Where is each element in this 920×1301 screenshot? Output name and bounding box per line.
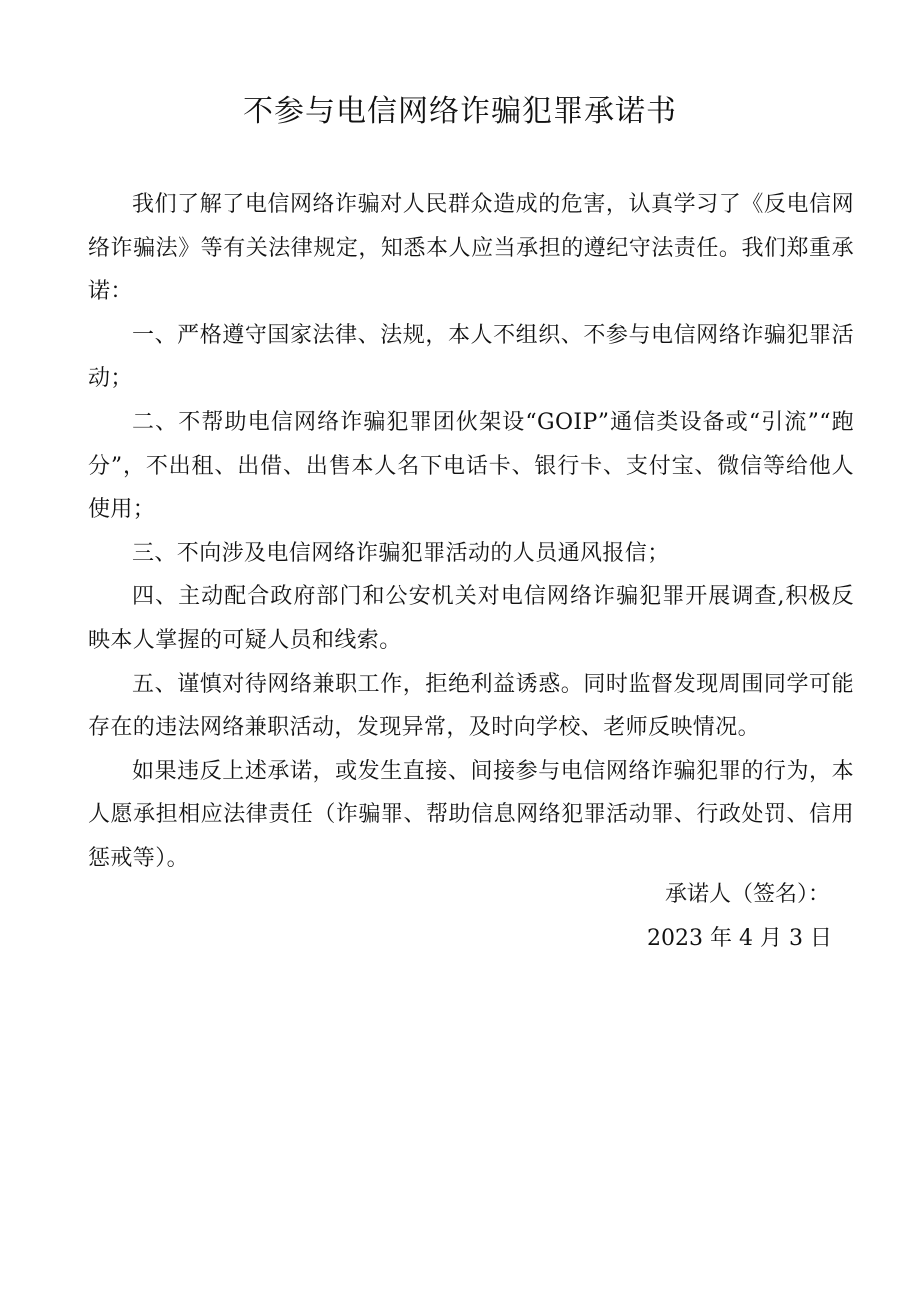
commitment-item-5: 五、谨慎对待网络兼职工作，拒绝利益诱惑。同时监督发现周围同学可能存在的违法网络兼职活动，发现异常，及时向学校、老师反映情况。 (88, 671, 854, 741)
intro-paragraph: 我们了解了电信网络诈骗对人民群众造成的危害，认真学习了《反电信网络诈骗法》等有关法律规定，知悉本人应当承担的遵纪守法责任。我们郑重承诺： (88, 192, 854, 305)
document-date: 2023 年 4 月 3 日 (647, 926, 832, 951)
document-title: 不参与电信网络诈骗犯罪承诺书 (243, 94, 677, 129)
signature-label: 承诺人（签名）： (664, 882, 830, 907)
document-body (88, 183, 854, 881)
liability-paragraph: 如果违反上述承诺，或发生直接、间接参与电信网络诈骗犯罪的行为，本人愿承担相应法律责任（诈骗罪、帮助信息网络犯罪活动罪、行政处罚、信用惩戒等）。 (88, 758, 854, 871)
commitment-item-3: 三、不向涉及电信网络诈骗犯罪活动的人员通风报信； (132, 540, 670, 566)
commitment-item-4: 四、主动配合政府部门和公安机关对电信网络诈骗犯罪开展调查,积极反映本人掌握的可疑人员和线索。 (88, 584, 854, 653)
commitment-item-1: 一、严格遵守国家法律、法规，本人不组织、不参与电信网络诈骗犯罪活动； (88, 322, 854, 392)
commitment-item-2: 二、不帮助电信网络诈骗犯罪团伙架设“GOIP”通信类设备或“引流”“跑分”，不出租、出借、出售本人名下电话卡、银行卡、支付宝、微信等给他人使用； (88, 409, 854, 523)
